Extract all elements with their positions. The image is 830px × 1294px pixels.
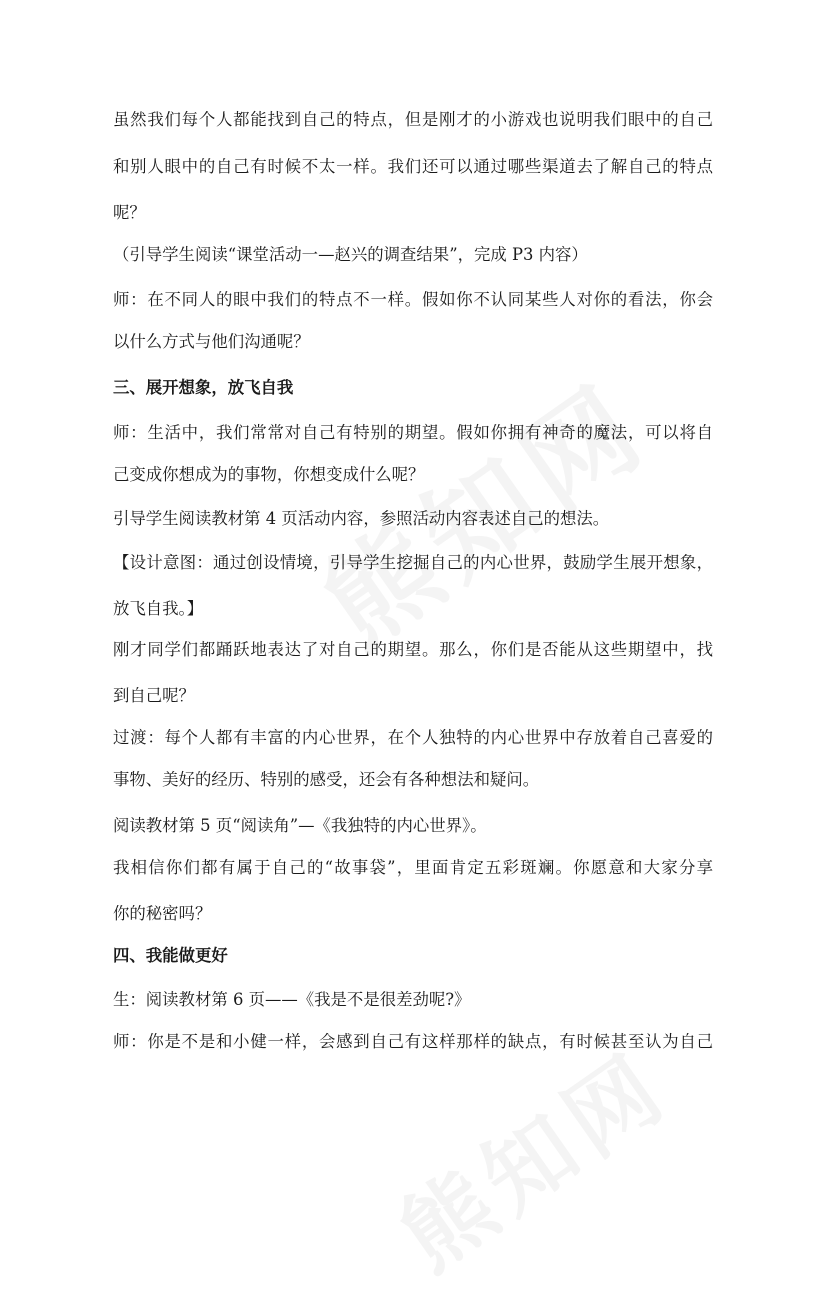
paragraph-line: 己变成你想成为的事物，你想变成什么呢？: [113, 465, 425, 484]
paragraph-line: 虽然我们每个人都能找到自己的特点，但是刚才的小游戏也说明我们眼中的自己: [113, 110, 713, 129]
watermark-logo: [370, 1016, 690, 1294]
paragraph-line: 【设计意图：通过创设情境，引导学生挖掘自己的内心世界，鼓励学生展开想象，: [113, 553, 713, 572]
paragraph-line: 师：在不同人的眼中我们的特点不一样。假如你不认同某些人对你的看法，你会: [113, 290, 713, 309]
paragraph-line: 和别人眼中的自己有时候不太一样。我们还可以通过哪些渠道去了解自己的特点: [113, 157, 713, 176]
paragraph-line: 呢？: [113, 203, 146, 222]
paragraph-line: 生：阅读教材第 6 页——《我是不是很差劲呢?》: [113, 990, 471, 1009]
paragraph-line: 师：你是不是和小健一样，会感到自己有这样那样的缺点，有时候甚至认为自己: [113, 1032, 713, 1051]
section-heading: 三、展开想象，放飞自我: [113, 378, 294, 397]
section-heading: 四、我能做更好: [113, 946, 228, 965]
paragraph-line: 以什么方式与他们沟通呢？: [113, 332, 310, 351]
paragraph-line: 你的秘密吗？: [113, 904, 212, 923]
paragraph-line: 阅读教材第 5 页“阅读角”—《我独特的内心世界》。: [113, 816, 487, 835]
paragraph-line: 放飞自我。】: [113, 599, 204, 618]
paragraph-line: 师：生活中，我们常常对自己有特别的期望。假如你拥有神奇的魔法，可以将自: [113, 423, 713, 442]
paragraph-line: 引导学生阅读教材第 4 页活动内容，参照活动内容表述自己的想法。: [113, 509, 610, 528]
paragraph-line: 刚才同学们都踊跃地表达了对自己的期望。那么，你们是否能从这些期望中，找: [113, 640, 713, 659]
paragraph-line: 过渡：每个人都有丰富的内心世界，在个人独特的内心世界中存放着自己喜爱的: [113, 728, 713, 747]
paragraph-line: （引导学生阅读“课堂活动一—赵兴的调查结果”，完成 P3 内容）: [113, 245, 588, 264]
paragraph-line: 到自己呢？: [113, 686, 195, 705]
paragraph-line: 我相信你们都有属于自己的“故事袋”，里面肯定五彩斑斓。你愿意和大家分享: [113, 858, 713, 877]
paragraph-line: 事物、美好的经历、特别的感受，还会有各种想法和疑问。: [113, 770, 540, 789]
